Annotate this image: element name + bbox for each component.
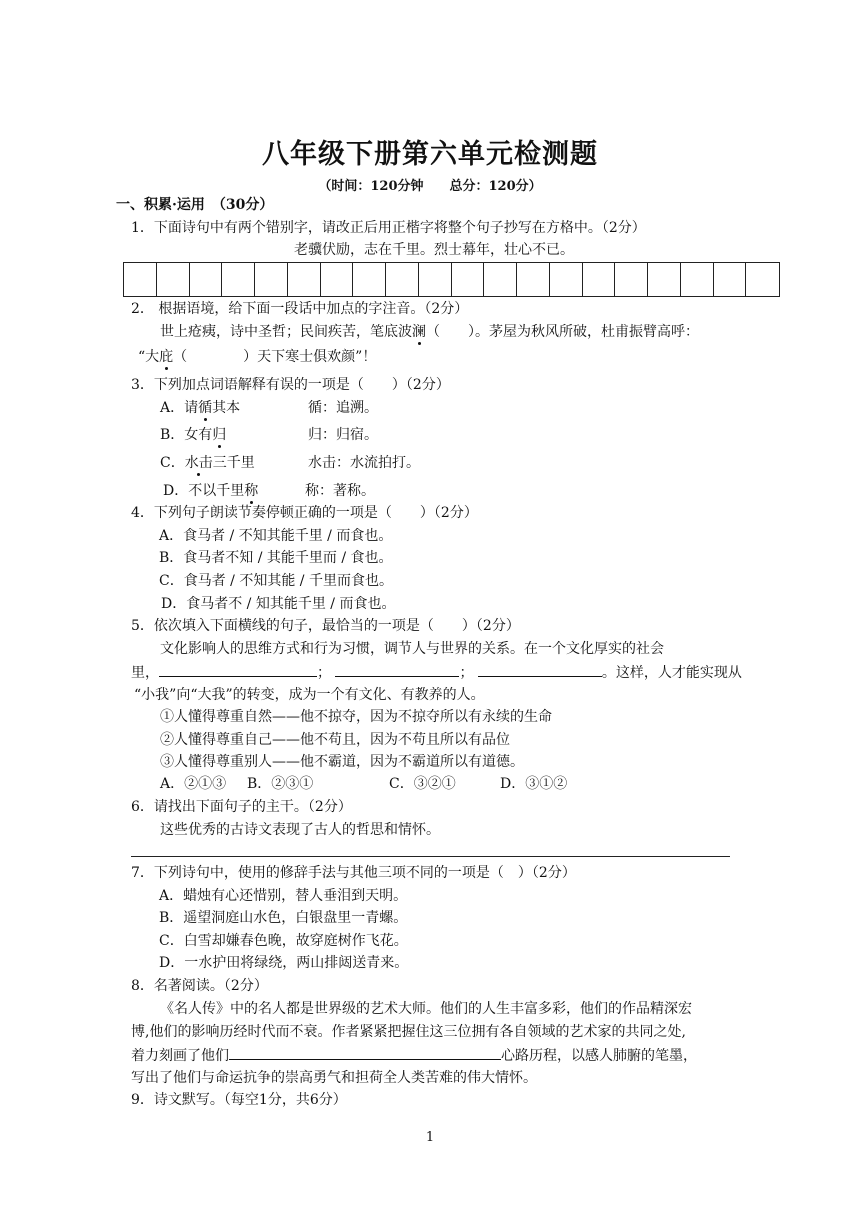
- exam-time-score: （时间：120分钟 总分：120分）: [318, 179, 542, 194]
- fill-blank-3[interactable]: [478, 662, 602, 677]
- q6-stem: 6．请找出下面句子的主干。（2分）: [131, 799, 352, 815]
- q3-explanation-b: 归：归宿。: [308, 427, 378, 443]
- q8-stem: 8．名著阅读。（2分）: [131, 978, 268, 994]
- q5-choice-d: D．③①②: [500, 776, 568, 792]
- q3-explanation-d: 称：著称。: [305, 483, 375, 499]
- q4-option-c: C．食马者 / 不知其能 / 千里而食也。: [159, 573, 393, 589]
- page-number: 1: [425, 1130, 435, 1145]
- q5-item-2: ②人懂得尊重自己——他不苟且，因为不苟且所以有品位: [160, 732, 510, 748]
- q2-line2: “大庇（ ）天下寒士俱欢颜”！: [138, 349, 377, 365]
- q6-sentence: 这些优秀的古诗文表现了古人的哲思和情怀。: [160, 822, 440, 838]
- q3-option-c: C．水击三千里: [160, 455, 255, 471]
- q5-choice-b: B．②③①: [247, 776, 314, 792]
- q3-option-b: B．女有归: [160, 427, 227, 443]
- answer-line[interactable]: [131, 856, 730, 857]
- q3-option-a: A．请循其本: [160, 400, 241, 416]
- q5-item-3: ③人懂得尊重别人——他不霸道，因为不霸道所以有道德。: [160, 754, 524, 770]
- q4-stem: 4．下列句子朗读节奏停顿正确的一项是（ ）（2分）: [131, 505, 478, 521]
- q3-explanation-a: 循：追溯。: [308, 400, 378, 416]
- section-heading: 一、积累·运用 （30分）: [116, 197, 274, 213]
- q8-line4: 写出了他们与命运抗争的崇高勇气和担荷全人类苦难的伟大情怀。: [131, 1070, 537, 1086]
- q8-line1: 《名人传》中的名人都是世界级的艺术大师。他们的人生丰富多彩，他们的作品精深宏: [160, 1001, 692, 1017]
- q5-item-1: ①人懂得尊重自然——他不掠夺，因为不掠夺所以有永续的生命: [160, 709, 552, 725]
- q4-option-b: B．食马者不知 / 其能千里而 / 食也。: [159, 550, 393, 566]
- q1-stem: 1．下面诗句中有两个错别字，请改正后用正楷字将整个句子抄写在方格中。（2分）: [131, 220, 646, 236]
- q7-stem: 7．下列诗句中，使用的修辞手法与其他三项不同的一项是（ ）（2分）: [131, 865, 576, 881]
- page-title: 八年级下册第六单元检测题: [262, 139, 598, 170]
- q5-stem: 5．依次填入下面横线的句子，最恰当的一项是（ ）（2分）: [131, 618, 520, 634]
- q2-line1: 世上疮痍，诗中圣哲；民间疾苦，笔底波澜（ ）。茅屋为秋风所破，杜甫振臂高呼：: [160, 324, 699, 340]
- q5-choice-a: A．②①③: [160, 776, 227, 792]
- q2-stem: 2． 根据语境，给下面一段话中加点的字注音。（2分）: [131, 301, 469, 317]
- q8-line2: 博,他们的影响历经时代而不衰。作者紧紧把握住这三位拥有各自领域的艺术家的共同之处,: [131, 1024, 686, 1040]
- answer-grid[interactable]: [123, 262, 780, 297]
- q7-option-d: D．一水护田将绿绕，两山排闼送青来。: [159, 955, 409, 971]
- fill-blank-1[interactable]: [159, 662, 317, 677]
- q3-option-d: D．不以千里称: [163, 483, 259, 499]
- q5-paragraph-line3: “小我”向“大我”的转变，成为一个有文化、有教养的人。: [134, 687, 485, 703]
- q5-choice-c: C．③②①: [389, 776, 456, 792]
- q7-option-b: B．遥望洞庭山水色，白银盘里一青螺。: [159, 910, 408, 926]
- q8-line3: 着力刻画了他们 心路历程，以感人肺腑的笔墨，: [131, 1045, 697, 1066]
- fill-blank[interactable]: [229, 1045, 501, 1060]
- dotted-char: 庇: [159, 349, 174, 365]
- q1-sentence: 老骥伏励，志在千里。烈士幕年，壮心不已。: [294, 242, 574, 258]
- q5-paragraph-line2: 里， ； ； 。这样，人才能实现从: [131, 662, 742, 683]
- q7-option-a: A．蜡烛有心还惜别，替人垂泪到天明。: [159, 888, 408, 904]
- dotted-char: 澜: [412, 324, 426, 340]
- q9-stem: 9．诗文默写。（每空1分，共6分）: [131, 1092, 347, 1108]
- q3-explanation-c: 水击：水流拍打。: [308, 455, 420, 471]
- fill-blank-2[interactable]: [335, 662, 459, 677]
- q4-option-d: D．食马者不 / 知其能千里 / 而食也。: [161, 596, 396, 612]
- q7-option-c: C．白雪却嫌春色晚，故穿庭树作飞花。: [159, 933, 408, 949]
- q4-option-a: A．食马者 / 不知其能千里 / 而食也。: [159, 528, 393, 544]
- q5-paragraph-line1: 文化影响人的思维方式和行为习惯，调节人与世界的关系。在一个文化厚实的社会: [160, 641, 664, 657]
- q3-stem: 3．下列加点词语解释有误的一项是（ ）（2分）: [131, 377, 450, 393]
